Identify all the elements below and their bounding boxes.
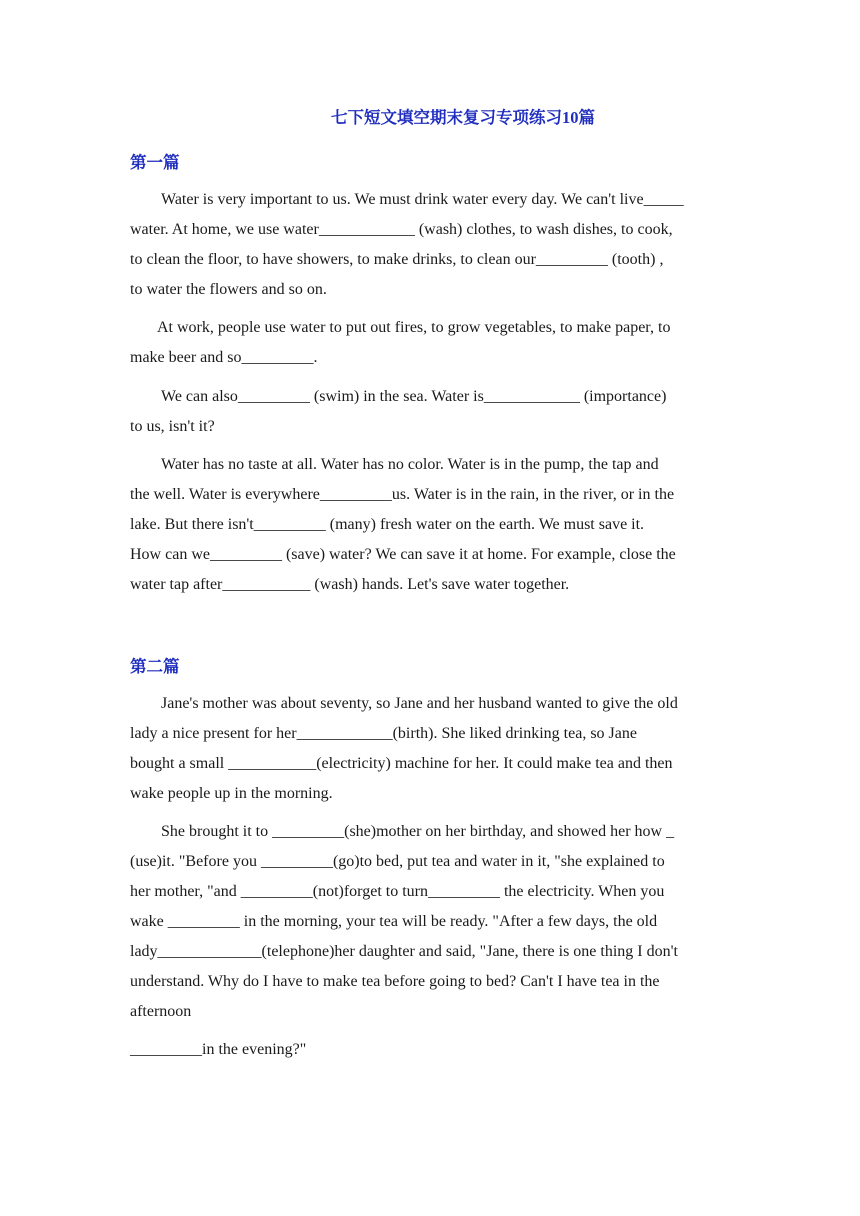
text-line: her mother, "and _________(not)forget to turn_________ the electricity. When you (130, 883, 665, 900)
section-2-paragraph-1 (130, 689, 730, 809)
text-line: lake. But there isn't_________ (many) fresh water on the earth. We must save it. (130, 516, 645, 533)
section-2-heading: 第二篇 (130, 657, 180, 676)
text-line: make beer and so_________. (130, 349, 318, 366)
section-1-paragraph-3 (130, 382, 730, 442)
text-line: wake people up in the morning. (130, 785, 333, 802)
text-line: the well. Water is everywhere_________us. Water is in the rain, in the river, or in the (130, 486, 675, 503)
section-1-paragraph-4 (130, 450, 730, 600)
section-2-paragraph-3 (130, 1035, 730, 1065)
text-line: water. At home, we use water____________ (wash) clothes, to wash dishes, to cook, (130, 221, 673, 238)
section-2-paragraph-2 (130, 817, 730, 1027)
section-1-heading: 第一篇 (130, 153, 180, 172)
text-line: _________in the evening?" (130, 1041, 307, 1058)
text-line: (use)it. "Before you _________(go)to bed, put tea and water in it, "she explained to (130, 853, 665, 870)
text-line: to water the flowers and so on. (130, 281, 327, 298)
text-line: At work, people use water to put out fires, to grow vegetables, to make paper, to (157, 319, 671, 336)
text-line: understand. Why do I have to make tea before going to bed? Can't I have tea in the (130, 973, 660, 990)
text-line: bought a small ___________(electricity) machine for her. It could make tea and then (130, 755, 673, 772)
text-line: Water has no taste at all. Water has no color. Water is in the pump, the tap and (161, 456, 659, 473)
text-line: How can we_________ (save) water? We can save it at home. For example, close the (130, 546, 676, 563)
document-title: 七下短文填空期末复习专项练习10篇 (331, 108, 595, 127)
section-1-paragraph-1 (130, 185, 730, 305)
text-line: to clean the floor, to have showers, to make drinks, to clean our_________ (tooth) , (130, 251, 664, 268)
text-line: water tap after___________ (wash) hands. Let's save water together. (130, 576, 570, 593)
text-line: Water is very important to us. We must drink water every day. We can't live_____ (161, 191, 684, 208)
text-line: Jane's mother was about seventy, so Jane and her husband wanted to give the old (161, 695, 678, 712)
text-line: afternoon (130, 1003, 192, 1020)
text-line: wake _________ in the morning, your tea will be ready. "After a few days, the old (130, 913, 658, 930)
text-line: to us, isn't it? (130, 418, 215, 435)
text-line: We can also_________ (swim) in the sea. Water is____________ (importance) (161, 388, 667, 405)
section-1-paragraph-2 (130, 313, 730, 373)
text-line: She brought it to _________(she)mother on her birthday, and showed her how _ (161, 823, 675, 840)
text-line: lady a nice present for her____________(birth). She liked drinking tea, so Jane (130, 725, 637, 742)
text-line: lady_____________(telephone)her daughter and said, "Jane, there is one thing I don't (130, 943, 678, 960)
